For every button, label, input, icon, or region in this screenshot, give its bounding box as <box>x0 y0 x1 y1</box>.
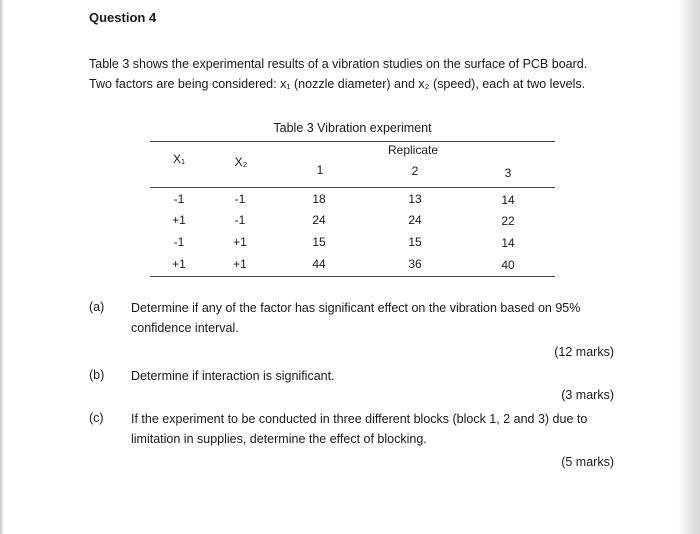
header-x1: X₁ <box>172 152 186 166</box>
part-a-line-2: confidence interval. <box>131 321 239 335</box>
page-shadow-left <box>0 0 4 534</box>
intro-line-1: Table 3 shows the experimental results of a vibration studies on the surface of PCB board. <box>89 57 588 71</box>
table-cell-r3-rep1: 15 <box>312 235 326 249</box>
table-cell-r2-rep3: 22 <box>501 214 515 228</box>
table-cell-r4-rep2: 36 <box>408 257 422 271</box>
table-cell-r2-rep1: 24 <box>312 213 326 227</box>
part-a-line-1: Determine if any of the factor has significant effect on the vibration based on 95% <box>131 301 581 315</box>
header-replicate: Replicate <box>387 143 439 157</box>
table-cell-r3-x2: +1 <box>233 235 247 249</box>
table-cell-r4-rep1: 44 <box>312 257 326 271</box>
table-cell-r3-x1: -1 <box>173 235 185 249</box>
table-cell-r2-x2: -1 <box>234 213 246 227</box>
part-c-line-1: If the experiment to be conducted in three different blocks (block 1, 2 and 3) due to <box>131 412 588 426</box>
part-b-line-1: Determine if interaction is significant. <box>131 369 335 383</box>
part-c-label: (c) <box>89 411 104 425</box>
table-cell-r1-rep1: 18 <box>312 192 326 206</box>
table-cell-r3-rep2: 15 <box>408 235 422 249</box>
question-intro <box>89 54 629 94</box>
table-cell-r1-x2: -1 <box>234 192 246 206</box>
question-title: Question 4 <box>89 10 157 25</box>
table-top-rule <box>150 141 555 142</box>
table-cell-r2-x1: +1 <box>172 213 186 227</box>
header-rep-1: 1 <box>316 163 324 177</box>
table-cell-r4-x2: +1 <box>233 257 247 271</box>
table-cell-r3-rep3: 14 <box>501 236 515 250</box>
part-b-marks: (3 marks) <box>561 388 614 402</box>
table-cell-r1-x1: -1 <box>173 192 185 206</box>
page-shadow-right <box>678 0 700 534</box>
part-b-text <box>131 366 621 386</box>
table-header-rule <box>150 187 555 188</box>
part-c-marks: (5 marks) <box>561 455 614 469</box>
table-bottom-rule <box>150 276 555 277</box>
header-x2: X₂ <box>234 155 248 169</box>
table-cell-r2-rep2: 24 <box>408 213 422 227</box>
table-cell-r1-rep2: 13 <box>408 192 422 206</box>
part-a-marks: (12 marks) <box>554 345 614 359</box>
table-cell-r4-x1: +1 <box>172 257 186 271</box>
header-rep-3: 3 <box>504 166 512 180</box>
header-rep-2: 2 <box>411 164 419 178</box>
part-c-line-2: limitation in supplies, determine the effect of blocking. <box>131 432 427 446</box>
part-a-text <box>131 298 621 338</box>
intro-line-2: Two factors are being considered: x₁ (nozzle diameter) and x₂ (speed), each at two levels. <box>89 77 586 91</box>
part-b-label: (b) <box>89 368 105 382</box>
part-a-label: (a) <box>89 300 105 314</box>
table-cell-r4-rep3: 40 <box>501 258 515 272</box>
part-c-text <box>131 409 621 449</box>
table-cell-r1-rep3: 14 <box>501 193 515 207</box>
table-caption: Table 3 Vibration experiment <box>273 121 432 135</box>
